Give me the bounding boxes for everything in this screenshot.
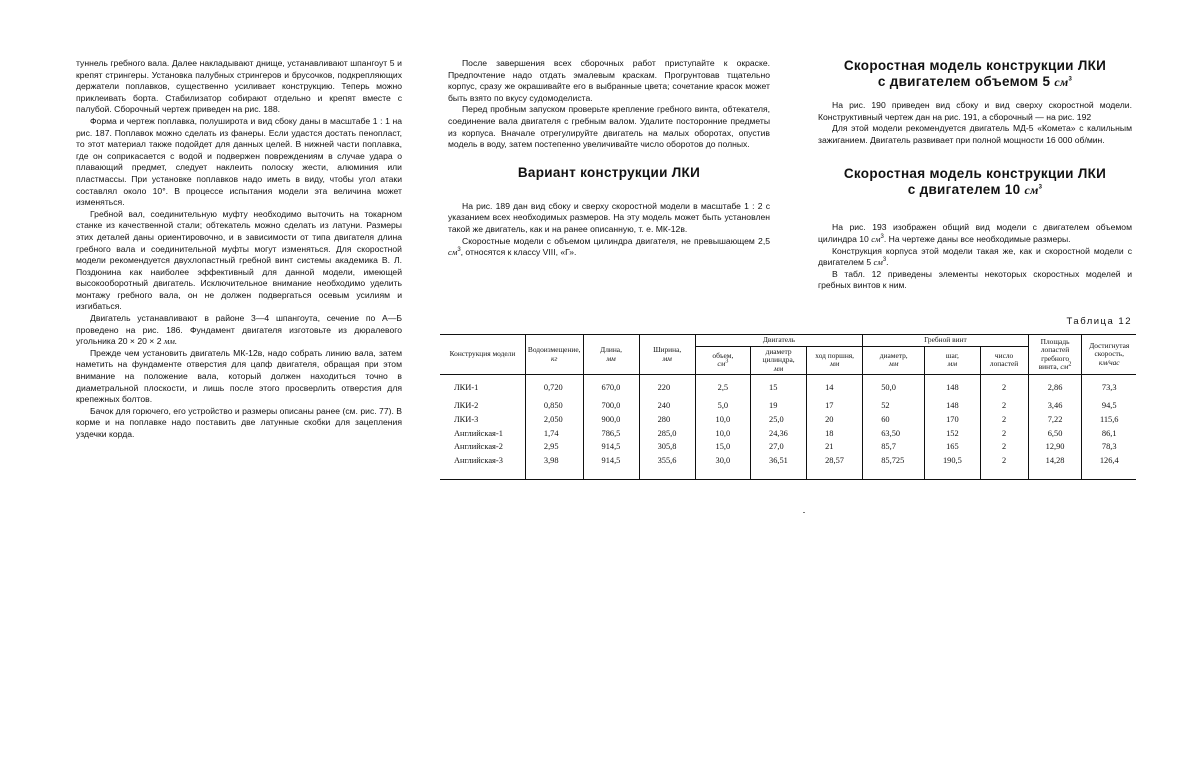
cell-volume: 10,0 [695, 429, 750, 443]
cell-width: 285,0 [639, 429, 695, 443]
paragraph: Форма и чертеж поплавка, полуширота и вид сбоку даны в масштабе 1 : 1 на рис. 187. Поплавок можно сделать из фанеры. Если удастся достать пенопласт, то этот материал также подойдет для данных целей. В нижней части поплавка, где он соприкасается с водой и подвержен повреждениям в случае удара о плавающий предмет, следует наклеить полоску жести, алюминия или пластмассы. При установке поплавков надо иметь в виду, чтобы угол атаки составлял около 10°. В процессе испытания модели эта величина может изменяться. [76, 115, 402, 208]
paragraph [448, 236, 770, 259]
cell-volume: 2,5 [695, 375, 750, 401]
paragraph-text: Двигатель устанавливают в районе 3—4 шпангоута, сечение по А—Б проведено на рис. 186. Фундамент двигателя изготовьте из дюралевого угольника 20 × 20 × 2 [76, 313, 402, 347]
cell-blade-area: 2,86 [1028, 375, 1082, 401]
superscript: 3 [1068, 76, 1073, 83]
cell-pitch: 165 [925, 442, 980, 456]
heading-line: с двигателем объемом 5 [877, 74, 1051, 89]
cell-pitch: 152 [925, 429, 980, 443]
cell-blades: 2 [980, 442, 1028, 456]
paragraph [818, 222, 1132, 245]
data-table [440, 334, 1136, 480]
cell-prop-diameter: 85,7 [863, 442, 925, 456]
cell-pitch: 190,5 [925, 456, 980, 479]
header-model: Конструкция модели [440, 335, 525, 375]
heading-line: Скоростная модель конструкции ЛКИ [843, 58, 1107, 73]
paragraph: Для этой модели рекомендуется двигатель МД-5 «Комета» с калильным зажиганием. Двигатель развивает при полной мощности 16 000 об/мин. [818, 123, 1132, 145]
unit: см [448, 247, 458, 258]
header-blades: число лопастей [980, 346, 1028, 375]
cell-blades: 2 [980, 375, 1028, 401]
table-body [440, 375, 1136, 480]
cell-blade-area: 3,46 [1028, 401, 1082, 415]
paragraph-text: , относятся к классу VIII, «Г». [460, 247, 577, 258]
superscript: 3 [1038, 184, 1043, 191]
unit: см [1024, 183, 1039, 198]
scan-speck [803, 512, 805, 513]
cell-width: 220 [639, 375, 695, 401]
cell-stroke: 28,57 [807, 456, 863, 479]
cell-length: 914,5 [583, 456, 639, 479]
section-heading [818, 166, 1132, 198]
superscript: 3 [457, 247, 461, 254]
cell-model: ЛКИ-3 [440, 415, 525, 429]
cell-bore: 27,0 [751, 442, 807, 456]
paragraph-text: На рис. 193 изображен общий вид модели с двигателем объемом цилиндра 10 [818, 222, 1132, 244]
cell-displacement: 2,95 [525, 442, 583, 456]
table-row [440, 401, 1136, 415]
paragraph-text: . На чертеже даны все необходимые размеры. [883, 233, 1071, 244]
header-propeller: Гребной винт [863, 335, 1028, 347]
unit: см [873, 257, 883, 268]
superscript: 3 [882, 257, 887, 264]
cell-displacement: 1,74 [525, 429, 583, 443]
superscript: 3 [880, 234, 884, 241]
cell-model: Английская-3 [440, 456, 525, 479]
paragraph-text: . [886, 257, 889, 268]
cell-blades: 2 [980, 415, 1028, 429]
cell-displacement: 2,050 [525, 415, 583, 429]
header-prop-diameter: диаметр, мм [863, 346, 925, 375]
unit: см [1054, 75, 1069, 89]
cell-stroke: 18 [807, 429, 863, 443]
cell-width: 280 [639, 415, 695, 429]
cell-pitch: 148 [925, 375, 980, 401]
paragraph: Бачок для горючего, его устройство и размеры описаны ранее (см. рис. 77). В корме и на поплавке надо поставить две латунные скобки для зацепления уздечки корда. [76, 405, 402, 439]
cell-displacement: 3,98 [525, 456, 583, 479]
cell-displacement: 0,850 [525, 401, 583, 415]
cell-prop-diameter: 63,50 [863, 429, 925, 443]
cell-length: 700,0 [583, 401, 639, 415]
section-heading: Вариант конструкции ЛКИ [517, 164, 701, 180]
cell-width: 305,8 [639, 442, 695, 456]
cell-speed: 94,5 [1082, 401, 1136, 415]
cell-length: 900,0 [583, 415, 639, 429]
table-row [440, 375, 1136, 401]
cell-bore: 15 [751, 375, 807, 401]
paragraph-text: Конструкция корпуса этой модели такая же, как и скоростной модели с двигателем 5 [818, 245, 1132, 268]
cell-volume: 15,0 [695, 442, 750, 456]
cell-stroke: 14 [807, 375, 863, 401]
cell-width: 355,6 [639, 456, 695, 479]
cell-speed: 78,3 [1082, 442, 1136, 456]
cell-volume: 30,0 [695, 456, 750, 479]
text-column-right [818, 58, 1132, 292]
cell-speed: 73,3 [1082, 375, 1136, 401]
cell-model: Английская-2 [440, 442, 525, 456]
cell-speed: 86,1 [1082, 429, 1136, 443]
table-row [440, 442, 1136, 456]
cell-stroke: 20 [807, 415, 863, 429]
cell-length: 786,5 [583, 429, 639, 443]
cell-volume: 5,0 [695, 401, 750, 415]
table-row [440, 415, 1136, 429]
cell-bore: 25,0 [751, 415, 807, 429]
paragraph-text: Скоростные модели с объемом цилиндра двигателя, не превышающем 2,5 [462, 235, 770, 246]
cell-model: ЛКИ-2 [440, 401, 525, 415]
cell-length: 670,0 [583, 375, 639, 401]
cell-displacement: 0,720 [525, 375, 583, 401]
cell-model: ЛКИ-1 [440, 375, 525, 401]
text-column-left [76, 58, 402, 441]
cell-prop-diameter: 52 [863, 401, 925, 415]
header-stroke: ход поршня, мм [807, 346, 863, 375]
cell-bore: 24,36 [751, 429, 807, 443]
cell-pitch: 170 [925, 415, 980, 429]
text-column-middle [448, 58, 770, 259]
cell-prop-diameter: 85,725 [863, 456, 925, 479]
cell-blade-area: 14,28 [1028, 456, 1082, 479]
header-blade-area: Площадь лопастей гребного винта, $см^2$ [1028, 335, 1082, 375]
header-bore: диаметр цилиндра, мм [751, 346, 807, 375]
cell-volume: 10,0 [695, 415, 750, 429]
paragraph [76, 313, 402, 348]
paragraph [818, 246, 1132, 269]
header-displacement: Водоизмещение, кг [525, 335, 583, 375]
paragraph: На рис. 190 приведен вид сбоку и вид сверху скоростной модели. Конструктивный чертеж дан на рис. 191, а сборочный — на рис. 192 [818, 100, 1132, 122]
header-width: Ширина, мм [639, 335, 695, 375]
cell-speed: 115,6 [1082, 415, 1136, 429]
paragraph: туннель гребного вала. Далее накладывают днище, устанавливают шпангоут 5 и крепят стрингеры. Установка палубных стрингеров и брусочков, подкрепляющих держатели поплавков, существенно усиливает конструкцию. Теперь можно приклеивать борта. Стабилизатор собирают отдельно и крепят вместе с палубой. Сборочный чертеж приведен на рис. 188. [76, 58, 402, 115]
cell-blade-area: 7,22 [1028, 415, 1082, 429]
paragraph: Гребной вал, соединительную муфту необходимо выточить на токарном станке из качественной стали; обтекатель можно сделать из латуни. Размеры этих деталей даны ориентировочно, и в зависимости от типа двигателя длина гребного вала и соединительной муфты могут изменяться. Для скоростной модели рекомендуется двухлопастный гребной винт системы академика В. Л. Поздюнина как наиболее эффективный для данной модели, имеющей высокооборотный двигатель. Исключительное внимание необходимо уделить монтажу гребного вала, он не должен подвергаться осевым усилиям и изгибаться. [76, 208, 402, 312]
paragraph: После завершения всех сборочных работ приступайте к окраске. Предпочтение надо отдать эмалевым краскам. Прогрунтовав тщательно корпус, сразу же окрашивайте его в выбранные цвета; сочетание красок может быть взято по вкусу судомоделиста. [448, 58, 770, 103]
cell-blades: 2 [980, 401, 1028, 415]
paragraph: На рис. 189 дан вид сбоку и сверху скоростной модели в масштабе 1 : 2 с указанием всех необходимых размеров. На эту модель может быть установлен такой же двигатель, как и на ранее описанную, т. е. МК-12в. [448, 200, 770, 234]
section-heading [818, 58, 1132, 90]
cell-model: Английская-1 [440, 429, 525, 443]
cell-bore: 36,51 [751, 456, 807, 479]
header-speed: Достигнутая скорость, км/час [1082, 335, 1136, 375]
cell-stroke: 21 [807, 442, 863, 456]
cell-blades: 2 [980, 429, 1028, 443]
paragraph: В табл. 12 приведены элементы некоторых скоростных моделей и гребных винтов к ним. [818, 268, 1132, 291]
table-row [440, 456, 1136, 479]
heading-line: Скоростная модель конструкции ЛКИ [843, 166, 1107, 182]
table-row [440, 429, 1136, 443]
cell-prop-diameter: 50,0 [863, 375, 925, 401]
cell-pitch: 148 [925, 401, 980, 415]
cell-prop-diameter: 60 [863, 415, 925, 429]
table-caption: Таблица 12 [1066, 316, 1132, 327]
heading-line: с двигателем 10 [907, 182, 1021, 198]
cell-bore: 19 [751, 401, 807, 415]
cell-stroke: 17 [807, 401, 863, 415]
cell-speed: 126,4 [1082, 456, 1136, 479]
paragraph: Прежде чем установить двигатель МК-12в, надо собрать линию вала, затем наметить на фундаменте отверстия для цапф двигателя, обращая при этом внимание на положение вала, который должен находиться точно в диаметральной плоскости, и лишь после этого просверлить отверстия для крепежных болтов. [76, 347, 402, 405]
cell-blade-area: 6,50 [1028, 429, 1082, 443]
header-length: Длина, мм [583, 335, 639, 375]
header-pitch: шаг, мм [925, 346, 980, 375]
header-engine: Двигатель [695, 335, 863, 347]
paragraph: Перед пробным запуском проверьте крепление гребного винта, обтекателя, соединение вала двигателя с гребным валом. Удалите посторонние предметы из корпуса. Вначале отрегулируйте двигатель на малых оборотах, опустив модель в воду, затем постепенно увеличивайте число оборотов до полных. [448, 104, 770, 150]
unit: см [871, 233, 881, 244]
cell-blades: 2 [980, 456, 1028, 479]
cell-blade-area: 12,90 [1028, 442, 1082, 456]
cell-length: 914,5 [583, 442, 639, 456]
header-volume: объем, $см^3$ [695, 346, 750, 375]
cell-width: 240 [639, 401, 695, 415]
unit: мм. [163, 336, 177, 347]
